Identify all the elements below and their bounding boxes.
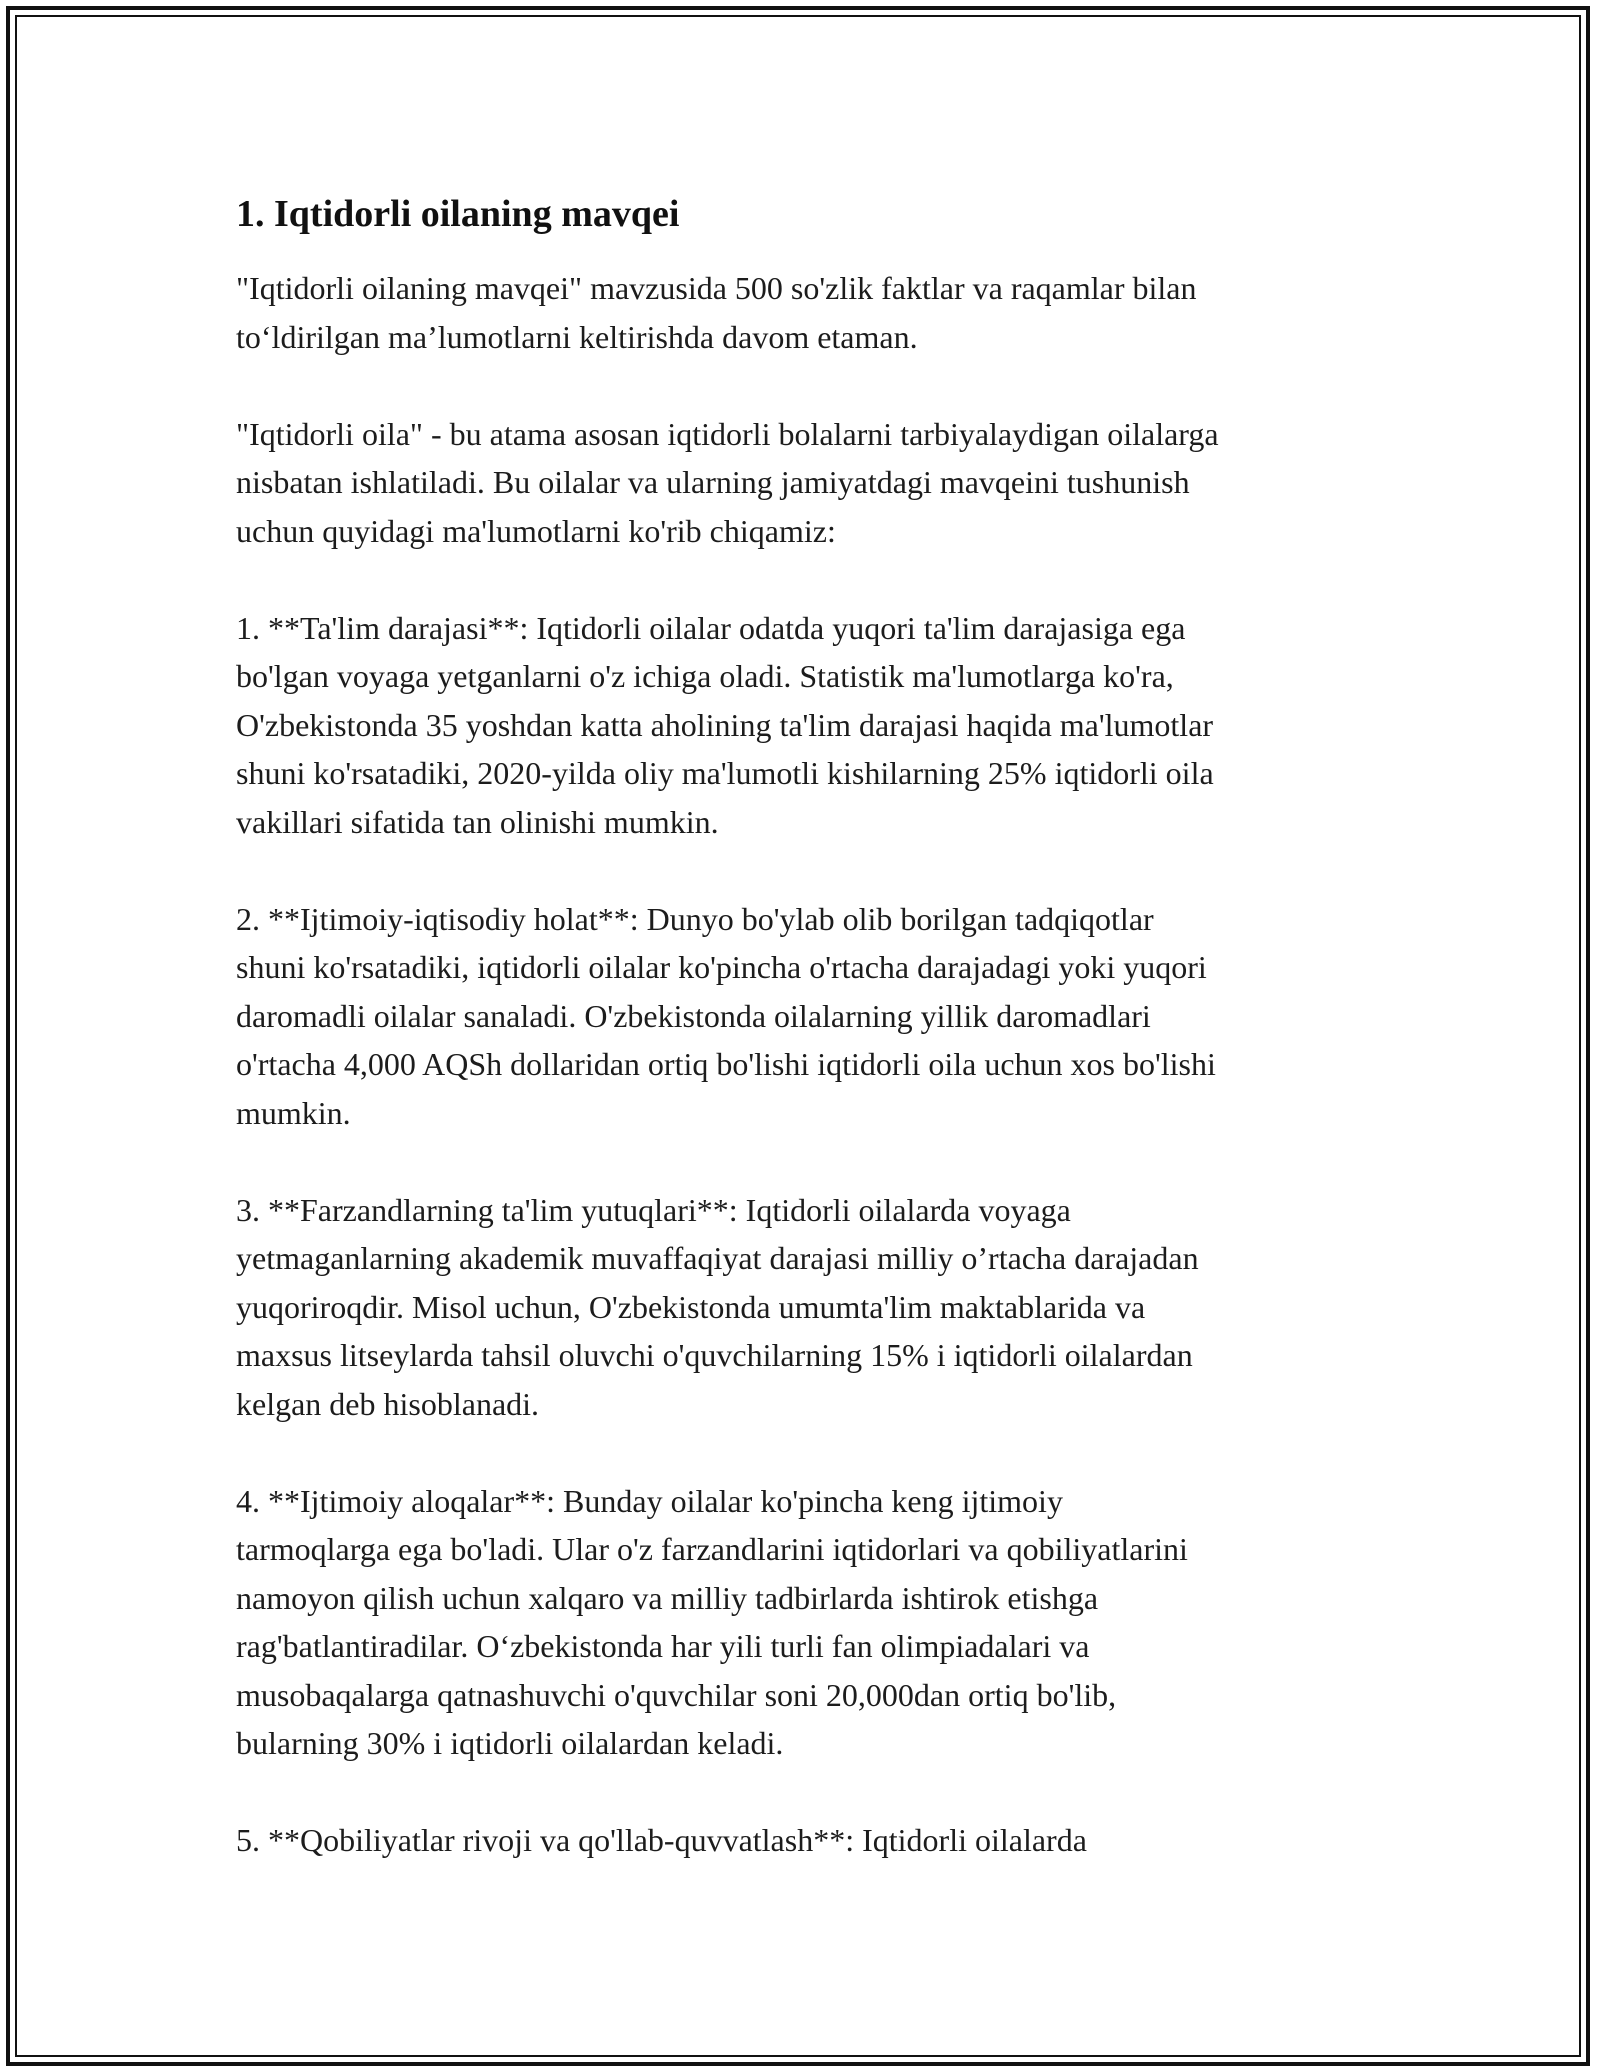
list-item-social-ties: 4. **Ijtimoiy aloqalar**: Bunday oilalar ko'pincha keng ijtimoiy tarmoqlarga ega bo'ladi. Ular o'z farzandlarini iqtidorlari va qobiliyatlarini namoyon qilish uchun xalqaro va milliy tadbirlarda ishtirok etishga rag'batlantiradilar. O‘zbekistonda har yili turli fan olimpiadalari va musobaqalarga qatnashuvchi o'quvchilar soni 20,000dan ortiq bo'lib, bularning 30% i iqtidorli oilalardan keladi.	[236, 1482, 1188, 1761]
document-body	[236, 182, 1366, 1865]
list-item-abilities: 5. **Qobiliyatlar rivoji va qo'llab-quvvatlash**: Iqtidorli oilalarda	[236, 1822, 1087, 1858]
document-title: 1. Iqtidorli oilaning mavqei	[236, 193, 680, 235]
definition-paragraph: "Iqtidorli oila" - bu atama asosan iqtidorli bolalarni tarbiyalaydigan oilalarga nisbatan ishlatiladi. Bu oilalar va ularning jamiyatdagi mavqeini tushunish uchun quyidagi ma'lumotlarni ko'rib chiqamiz:	[236, 415, 1219, 549]
list-item-education: 1. **Ta'lim darajasi**: Iqtidorli oilalar odatda yuqori ta'lim darajasiga ega bo'lgan voyaga yetganlarni o'z ichiga oladi. Statistik ma'lumotlarga ko'ra, O'zbekistonda 35 yoshdan katta aholining ta'lim darajasi haqida ma'lumotlar shuni ko'rsatadiki, 2020-yilda oliy ma'lumotli kishilarning 25% iqtidorli oila vakillari sifatida tan olinishi mumkin.	[236, 609, 1214, 840]
list-item-achievements: 3. **Farzandlarning ta'lim yutuqlari**: Iqtidorli oilalarda voyaga yetmaganlarning akademik muvaffaqiyat darajasi milliy o’rtacha darajadan yuqoriroqdir. Misol uchun, O'zbekistonda umumta'lim maktablarida va maxsus litseylarda tahsil oluvchi o'quvchilarning 15% i iqtidorli oilalardan kelgan deb hisoblanadi.	[236, 1191, 1199, 1422]
list-item-socioeconomic: 2. **Ijtimoiy-iqtisodiy holat**: Dunyo bo'ylab olib borilgan tadqiqotlar shuni ko'rsatadiki, iqtidorli oilalar ko'pincha o'rtacha darajadagi yoki yuqori daromadli oilalar sanaladi. O'zbekistonda oilalarning yillik daromadlari o'rtacha 4,000 AQSh dollaridan ortiq bo'lishi iqtidorli oila uchun xos bo'lishi mumkin.	[236, 900, 1216, 1131]
intro-paragraph: "Iqtidorli oilaning mavqei" mavzusida 500 so'zlik faktlar va raqamlar bilan to‘ldirilgan ma’lumotlarni keltirishda davom etaman.	[236, 270, 1197, 355]
